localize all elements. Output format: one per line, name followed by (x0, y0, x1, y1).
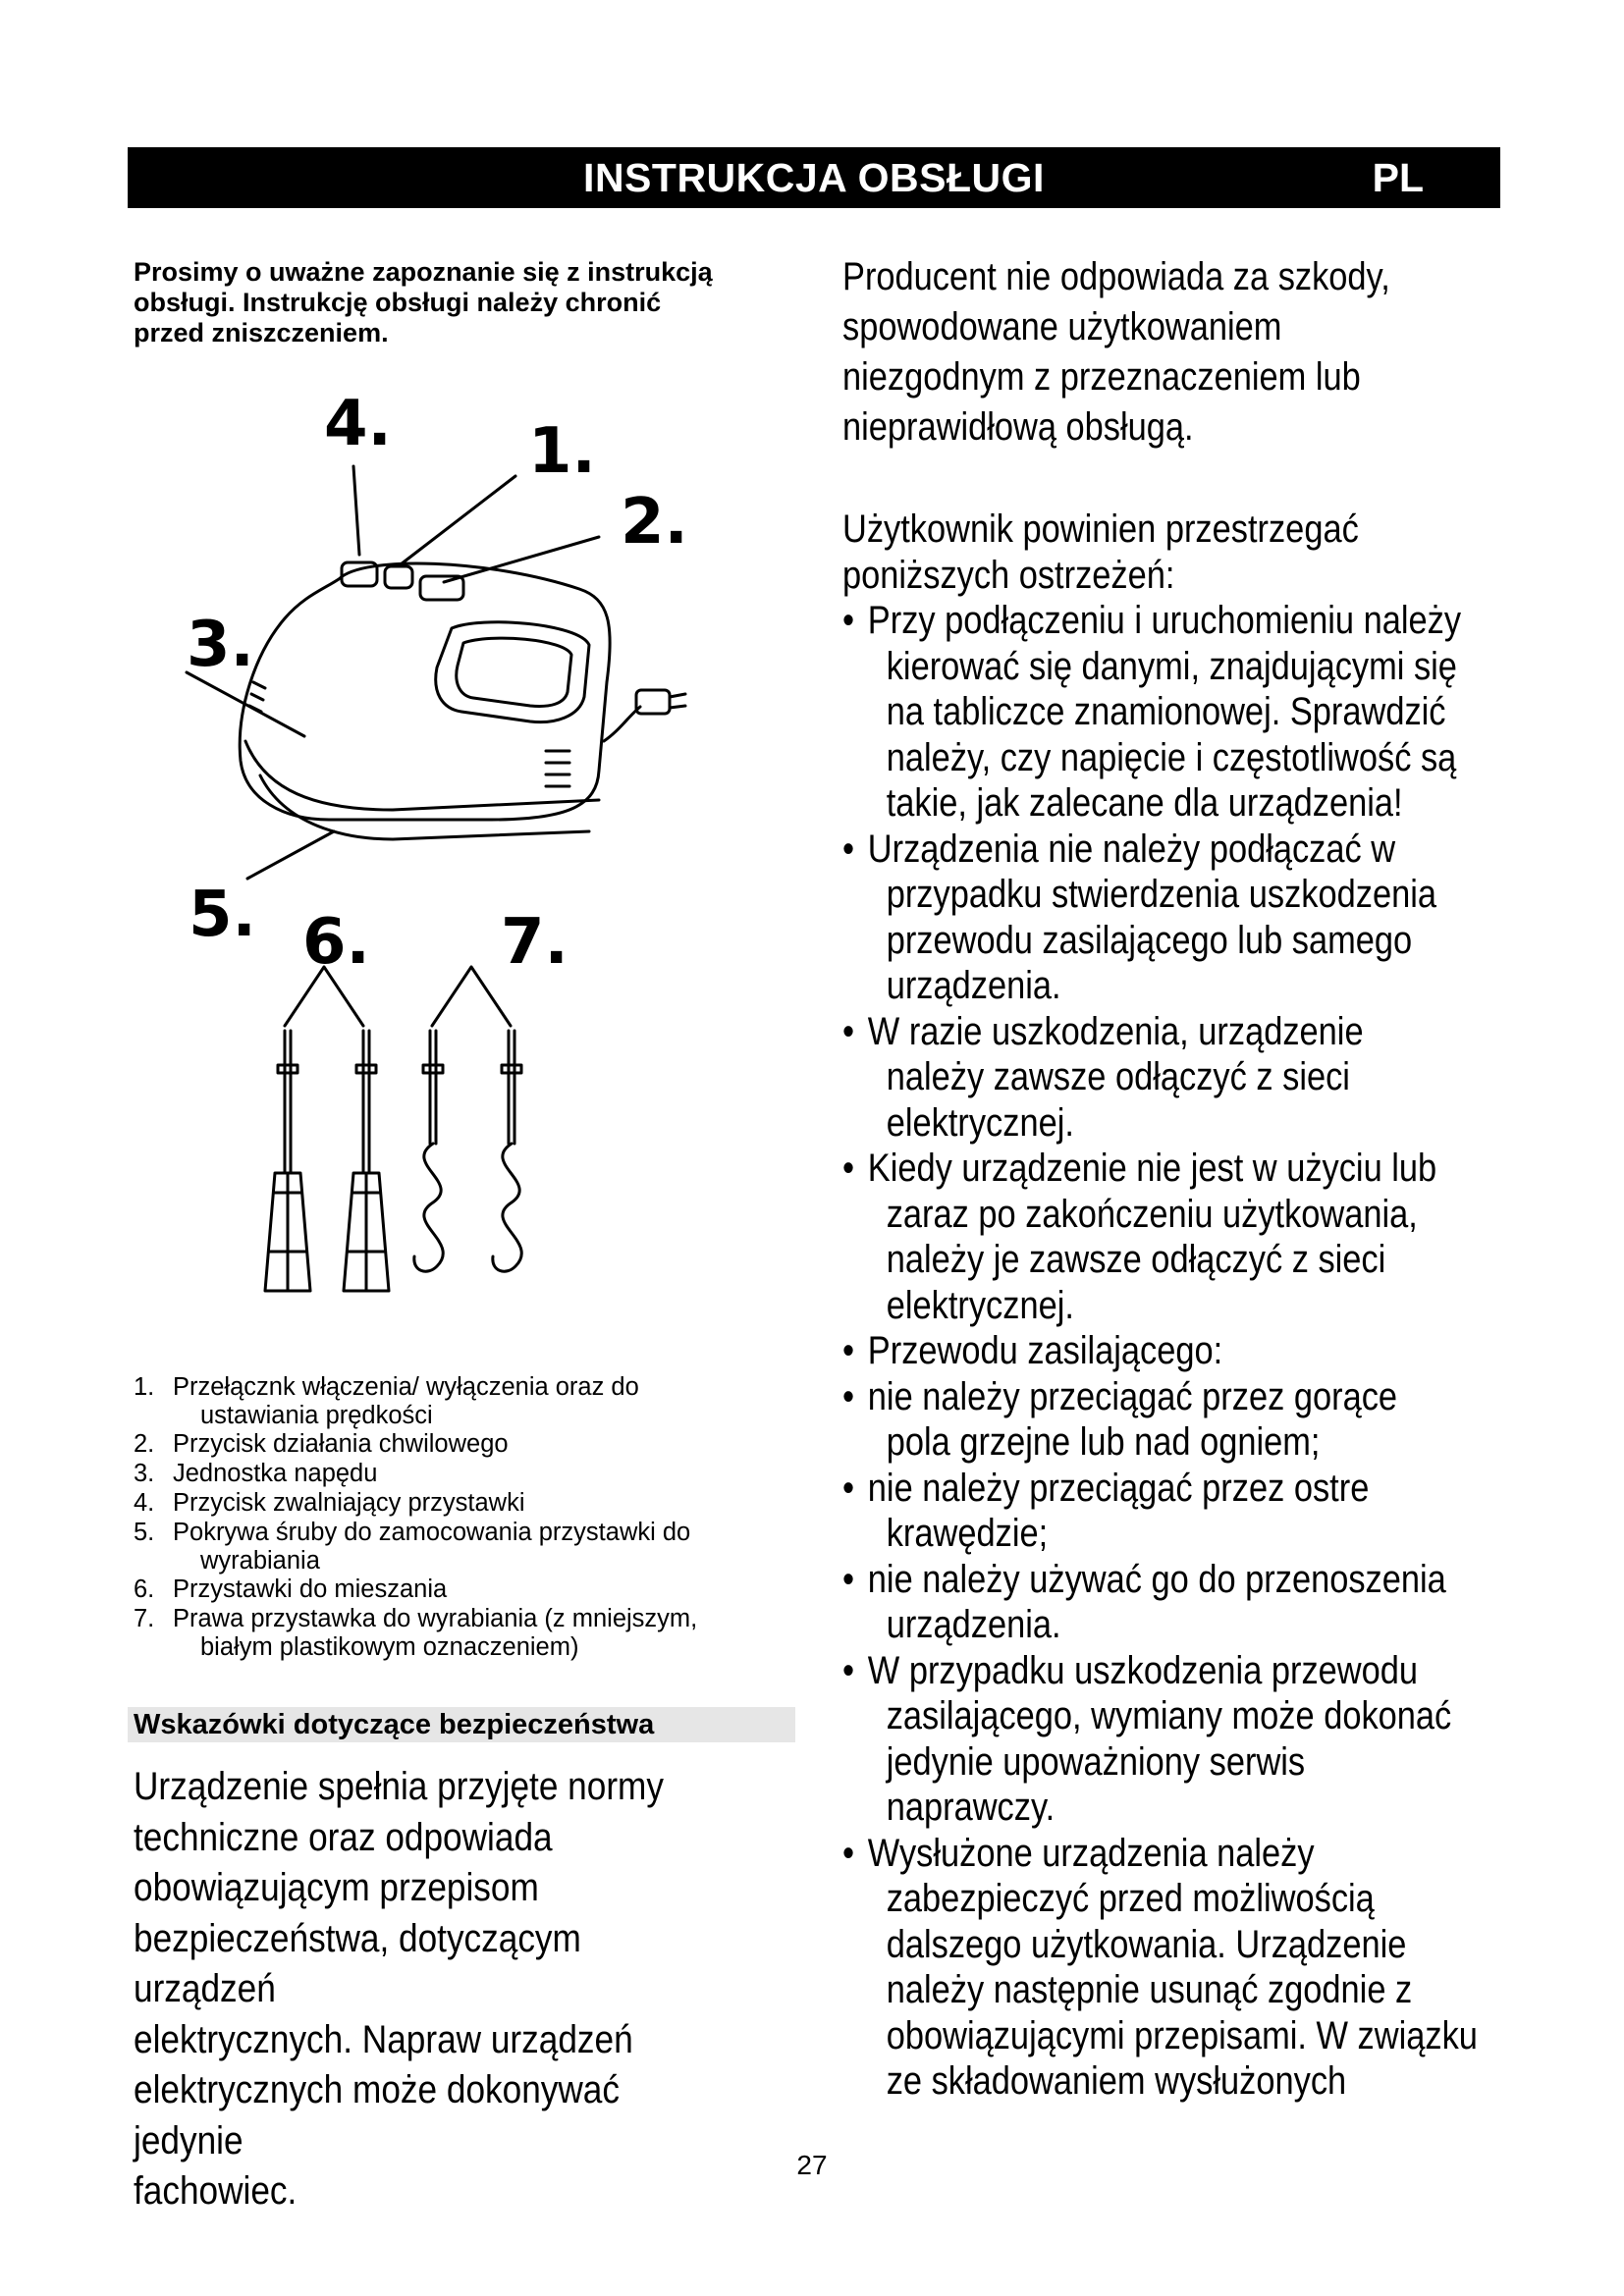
legend-item (134, 1372, 801, 1429)
beater-left (265, 1031, 310, 1291)
callout-5: 5. (189, 879, 256, 951)
warning-text-cont: na tabliczce znamionowej. Sprawdzić (886, 690, 1446, 733)
mixer-handle-inner (457, 638, 571, 706)
dough-hook-left (414, 1031, 443, 1271)
warning-text-cont: obowiązującymi przepisami. W związku (886, 2013, 1478, 2057)
legend-item (134, 1459, 801, 1488)
bullet-dot: • (842, 1329, 855, 1372)
right-column (842, 252, 1530, 2105)
warnings-intro (842, 507, 1527, 598)
intro-line: przed zniszczeniem. (134, 318, 389, 347)
callout-3: 3. (187, 609, 254, 681)
bullet-dot: • (842, 1147, 855, 1190)
text-line: techniczne oraz odpowiada (134, 1815, 553, 1859)
legend-text-cont: białym plastikowym oznaczeniem) (200, 1633, 579, 1661)
speed-switch-shape (385, 566, 412, 588)
warning-text-cont: jedynie upoważniony serwis (886, 1739, 1306, 1784)
leader-line-5 (247, 831, 334, 879)
warning-item (842, 1557, 1527, 1648)
bullet-dot: • (842, 827, 855, 871)
warning-text: Kiedy urządzenie nie jest w użyciu lub (867, 1147, 1437, 1190)
safety-paragraph (134, 1762, 721, 2217)
legend-number: 5. (134, 1519, 155, 1546)
warning-item (842, 1009, 1527, 1147)
warning-text-cont: urządzenia. (886, 964, 1061, 1007)
warning-text-cont: należy zawsze odłączyć z sieci (886, 1055, 1350, 1098)
legend-item (134, 1488, 801, 1518)
intro-note (134, 257, 821, 348)
warning-text-cont: należy je zawsze odłączyć z sieci (886, 1238, 1386, 1281)
text-line: nieprawidłową obsługą. (842, 405, 1194, 449)
legend-text-cont: wyrabiania (200, 1547, 320, 1575)
warning-text-cont: przypadku stwierdzenia uszkodzenia (886, 873, 1436, 916)
parts-legend (134, 1372, 801, 1661)
warning-item (842, 1831, 1527, 2105)
bullet-dot: • (842, 599, 855, 642)
text-line: elektrycznych. Napraw urządzeń (134, 2017, 633, 2061)
legend-number: 3. (134, 1460, 155, 1487)
text-line: spowodowane użytkowaniem (842, 305, 1282, 348)
callout-6: 6. (302, 906, 370, 979)
warning-text-cont: takie, jak zalecane dla urządzenia! (886, 781, 1403, 825)
page-header (128, 147, 1500, 208)
legend-text-cont: ustawiania prędkości (200, 1402, 433, 1429)
bullet-dot: • (842, 1648, 855, 1692)
mixer-diagram (167, 388, 717, 1340)
bullet-dot: • (842, 1466, 855, 1510)
warning-text-cont: należy, czy napięcie i częstotliwość są (886, 735, 1457, 779)
warning-text-cont: naprawczy. (886, 1786, 1056, 1829)
intro-line: Prosimy o uważne zapoznanie się z instrukcją (134, 257, 713, 287)
legend-number: 2. (134, 1430, 155, 1458)
legend-item (134, 1604, 801, 1661)
legend-text: Przełącznk włączenia/ wyłączenia oraz do (173, 1373, 639, 1401)
warning-text-cont: elektrycznej. (886, 1100, 1074, 1145)
legend-number: 7. (134, 1605, 155, 1632)
power-cord (604, 707, 640, 741)
leader-line-7 (432, 967, 511, 1026)
text-line: niezgodnym z przeznaczeniem lub (842, 355, 1361, 399)
warning-text: Urządzenia nie należy podłączać w (867, 827, 1396, 871)
text-line: elektrycznych może dokonywać jedynie (134, 2068, 620, 2163)
warning-text-cont: pola grzejne lub nad ogniem; (886, 1420, 1321, 1464)
legend-item (134, 1429, 801, 1459)
callout-2: 2. (621, 486, 688, 559)
callout-7: 7. (501, 906, 568, 979)
warning-text-cont: zaraz po zakończeniu użytkowania, (886, 1192, 1418, 1236)
warning-text: W przypadku uszkodzenia przewodu (867, 1648, 1419, 1692)
warning-item (842, 827, 1527, 1009)
header-title: INSTRUKCJA OBSŁUGI (583, 155, 1045, 200)
warning-text-cont: zabezpieczyć przed możliwością (886, 1877, 1375, 1920)
safety-heading: Wskazówki dotyczące bezpieczeństwa (128, 1707, 795, 1742)
text-line: Urządzenie spełnia przyjęte normy (134, 1765, 664, 1808)
legend-text: Prawa przystawka do wyrabiania (z mniejszym, (173, 1605, 698, 1632)
text-line: bezpieczeństwa, dotyczącym urządzeń (134, 1916, 581, 2010)
callout-4: 4. (324, 388, 392, 460)
legend-text: Przycisk zwalniający przystawki (173, 1489, 525, 1517)
legend-number: 6. (134, 1575, 155, 1603)
page-number: 27 (796, 2150, 828, 2180)
bullet-dot: • (842, 1831, 855, 1875)
text-line: obowiązującym przepisom (134, 1866, 539, 1909)
warning-item (842, 1648, 1527, 1831)
legend-item (134, 1575, 801, 1604)
legend-text: Przystawki do mieszania (173, 1575, 448, 1603)
warning-text-cont: dalszego użytkowania. Urządzenie (886, 1922, 1407, 1966)
legend-number: 4. (134, 1489, 155, 1517)
leader-line-1 (401, 476, 515, 564)
legend-text: Jednostka napędu (173, 1460, 378, 1487)
warning-text: nie należy przeciągać przez ostre (867, 1466, 1370, 1510)
dough-hook-right (493, 1031, 521, 1271)
warning-text: Wysłużone urządzenia należy (867, 1831, 1315, 1875)
text-line: fachowiec. (134, 2169, 298, 2213)
warning-text: nie należy używać go do przenoszenia (867, 1557, 1446, 1601)
legend-number: 1. (134, 1373, 155, 1401)
warning-text-cont: kierować się danymi, znajdującymi się (886, 644, 1457, 688)
warnings-list (842, 598, 1527, 2105)
mixer-body (240, 563, 610, 820)
warning-text-cont: zasilającego, wymiany może dokonać (886, 1694, 1452, 1737)
liability-paragraph (842, 252, 1527, 453)
warning-text: Przy podłączeniu i uruchomieniu należy (867, 599, 1462, 642)
bullet-dot: • (842, 1557, 855, 1601)
warning-text: nie należy przeciągać przez gorące (867, 1374, 1398, 1418)
legend-text: Pokrywa śruby do zamocowania przystawki do (173, 1519, 691, 1546)
intro-line: obsługi. Instrukcję obsługi należy chronić (134, 288, 662, 317)
legend-text: Przycisk działania chwilowego (173, 1430, 509, 1458)
warning-item (842, 1374, 1527, 1466)
bullet-dot: • (842, 1374, 855, 1418)
bullet-dot: • (842, 1009, 855, 1053)
warning-text-cont: przewodu zasilającego lub samego (886, 918, 1413, 962)
legend-item (134, 1518, 801, 1575)
power-plug (636, 690, 670, 714)
text-line: Użytkownik powinien przestrzegać (842, 507, 1359, 551)
warning-text-cont: należy następnie usunąć zgodnie z (886, 1968, 1413, 2011)
language-code: PL (1372, 155, 1424, 200)
text-line: Producent nie odpowiada za szkody, (842, 255, 1390, 298)
text-line: poniższych ostrzeżeń: (842, 553, 1175, 597)
callout-1: 1. (528, 415, 596, 488)
warning-text-cont: ze składowaniem wysłużonych (886, 2059, 1347, 2103)
warning-item (842, 1466, 1527, 1557)
beater-right (344, 1031, 389, 1291)
leader-line-4 (353, 466, 359, 555)
warning-item (842, 1146, 1527, 1328)
warning-text-cont: elektrycznej. (886, 1283, 1074, 1327)
warning-text-cont: krawędzie; (886, 1512, 1049, 1555)
warning-text: Przewodu zasilającego: (867, 1329, 1223, 1372)
warning-item (842, 598, 1527, 827)
warning-text: W razie uszkodzenia, urządzenie (867, 1009, 1364, 1053)
warning-text-cont: urządzenia. (886, 1603, 1061, 1646)
warning-item (842, 1328, 1527, 1374)
